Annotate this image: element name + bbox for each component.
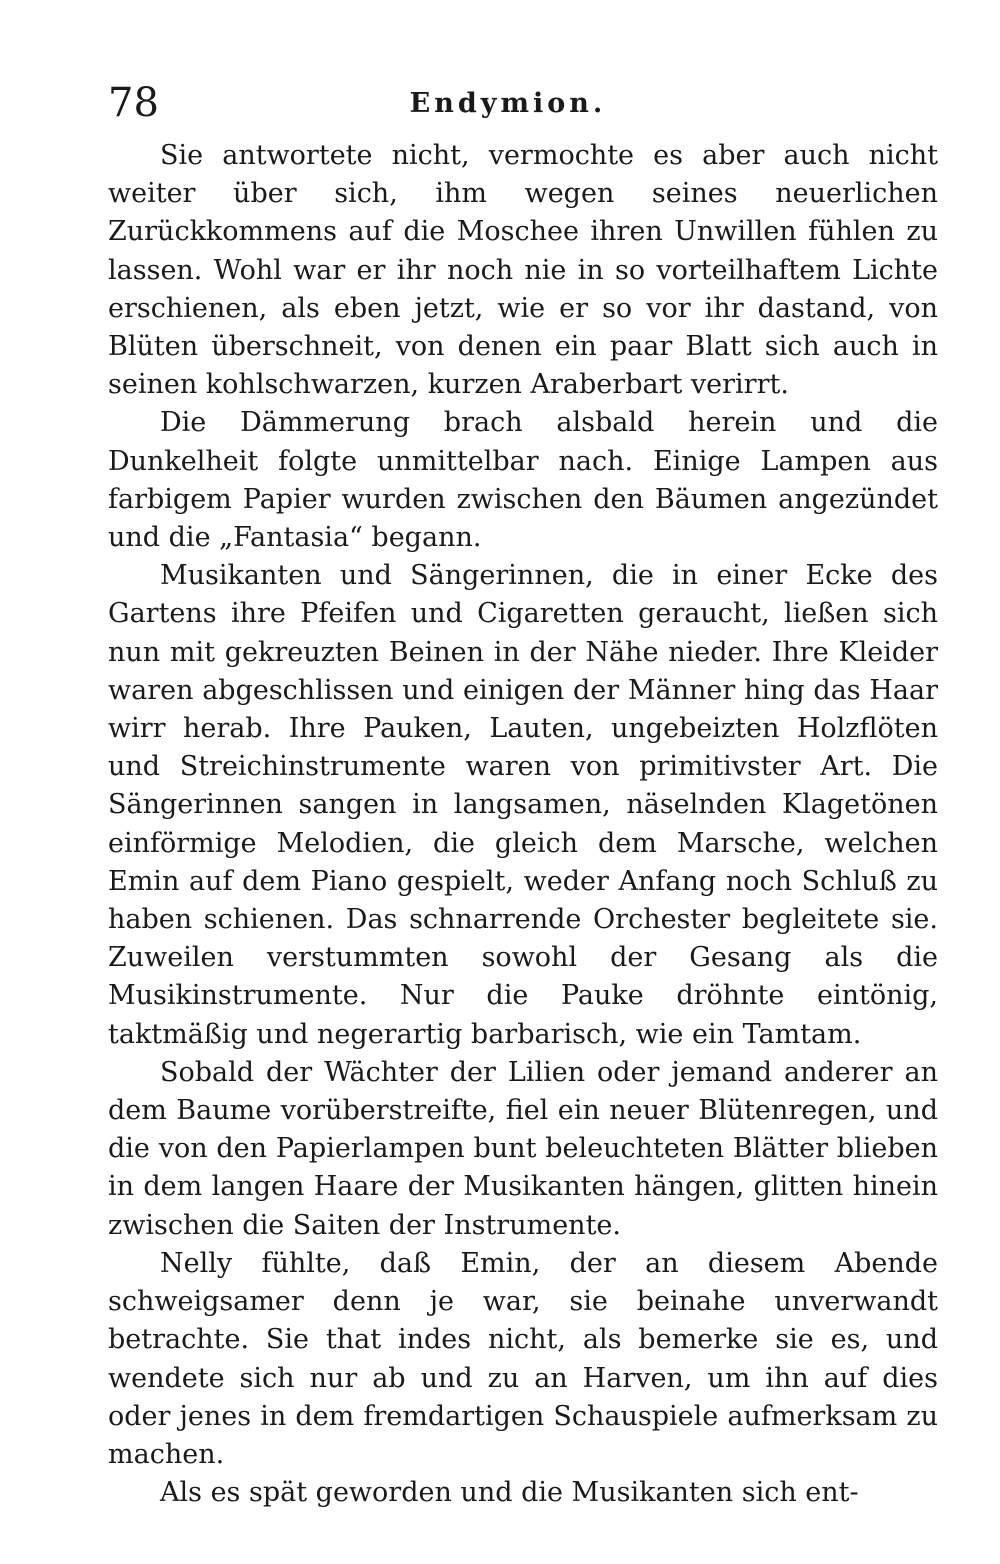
paragraph: Nelly fühlte, daß Emin, der an diesem Abende schweigsamer denn je war, sie beinahe unverwandt betrachte. Sie that indes nicht, als bemerke sie es, und wendete sich nur ab und zu an Harven, um ihn auf dies oder jenes in dem fremdartigen Schauspiele aufmerksam zu machen. (108, 1247, 938, 1470)
paragraph: Als es spät geworden und die Musikanten sich ent- (160, 1477, 859, 1509)
paragraph: Musikanten und Sängerinnen, die in einer Ecke des Gartens ihre Pfeifen und Cigaretten geraucht, ließen sich nun mit gekreuzten Beinen in der Nähe nieder. Ihre Kleider waren abgeschlissen und einigen der Männer hing das Haar wirr herab. Ihre Pauken, Lauten, ungebeizten Holzflöten und Streichinstrumente waren von primitivster Art. Die Sängerinnen sangen in langsamen, näselnden Klagetönen einförmige Melodien, die gleich dem Marsche, welchen Emin auf dem Piano gespielt, weder Anfang noch Schluß zu haben schienen. Das schnarrende Orchester begleitete sie. Zuweilen verstummten sowohl der Gesang als die Musikinstrumente. Nur die Pauke dröhnte eintönig, taktmäßig und negerartig barbarisch, wie ein Tamtam. (108, 560, 938, 1050)
page-number: 78 (108, 80, 159, 126)
page-header (108, 78, 938, 128)
paragraph: Die Dämmerung brach alsbald herein und die Dunkelheit folgte unmittelbar nach. Einige Lampen aus farbigem Papier wurden zwischen den Bäumen angezündet und die „Fantasia“ begann. (108, 407, 938, 554)
paragraph: Sie antwortete nicht, vermochte es aber auch nicht weiter über sich, ihm wegen seines neuerlichen Zurückkommens auf die Moschee ihren Unwillen fühlen zu lassen. Wohl war er ihr noch nie in so vorteilhaftem Lichte erschienen, als eben jetzt, wie er so vor ihr dastand, von Blüten überschneit, von denen ein paar Blatt sich auch in seinen kohlschwarzen, kurzen Araberbart verirrt. (108, 140, 938, 401)
running-title: Endymion. (409, 88, 607, 119)
paragraph: Sobald der Wächter der Lilien oder jemand anderer an dem Baume vorüberstreifte, fiel ein neuer Blütenregen, und die von den Papierlampen bunt beleuchteten Blätter blieben in dem langen Haare der Musikanten hängen, glitten hinein zwischen die Saiten der Instrumente. (108, 1056, 938, 1241)
body-text (108, 137, 938, 1512)
